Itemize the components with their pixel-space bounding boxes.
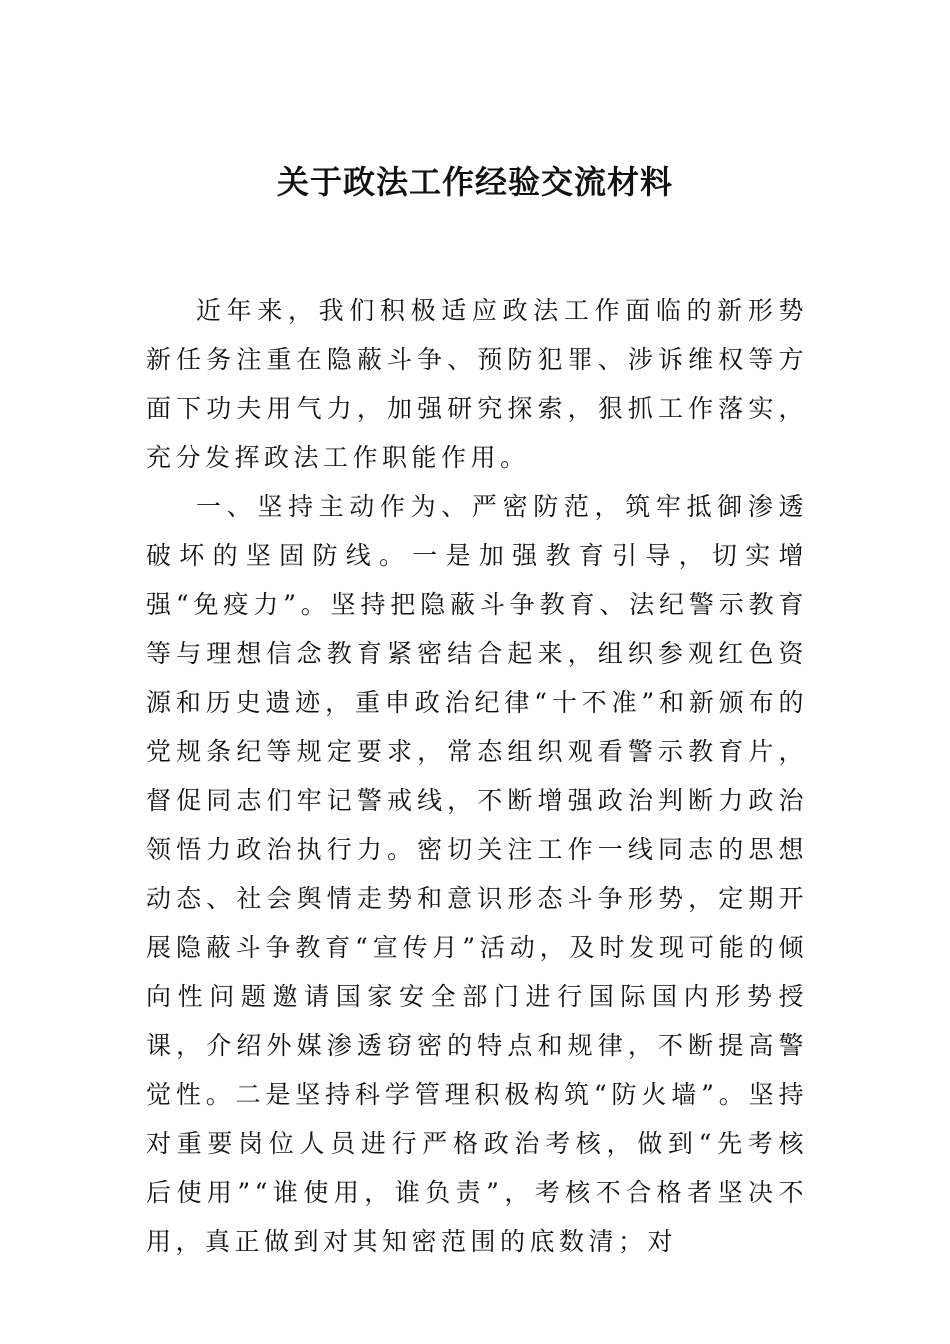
paragraph-intro: 近年来，我们积极适应政法工作面临的新形势新任务注重在隐蔽斗争、预防犯罪、涉诉维权等方面下功夫用气力，加强研究探索，狠抓工作落实，充分发挥政法工作职能作用。 [146, 296, 808, 472]
document-body [146, 286, 808, 1266]
document-title: 关于政法工作经验交流材料 [276, 163, 673, 201]
paragraph-section-one: 一、坚持主动作为、严密防范，筑牢抵御渗透破坏的坚固防线。一是加强教育引导，切实增强“免疫力”。坚持把隐蔽斗争教育、法纪警示教育等与理想信念教育紧密结合起来，组织参观红色资源和历史遗迹，重申政治纪律“十不准”和新颁布的党规条纪等规定要求，常态组织观看警示教育片，督促同志们牢记警戒线，不断增强政治判断力政治领悟力政治执行力。密切关注工作一线同志的思想动态、社会舆情走势和意识形态斗争形势，定期开展隐蔽斗争教育“宣传月”活动，及时发现可能的倾向性问题邀请国家安全部门进行国际国内形势授课，介绍外媒渗透窃密的特点和规律，不断提高警觉性。二是坚持科学管理积极构筑“防火墙”。坚持对重要岗位人员进行严格政治考核，做到“先考核后使用”“谁使用，谁负责”，考核不合格者坚决不用，真正做到对其知密范围的底数清；对 [146, 492, 808, 1256]
